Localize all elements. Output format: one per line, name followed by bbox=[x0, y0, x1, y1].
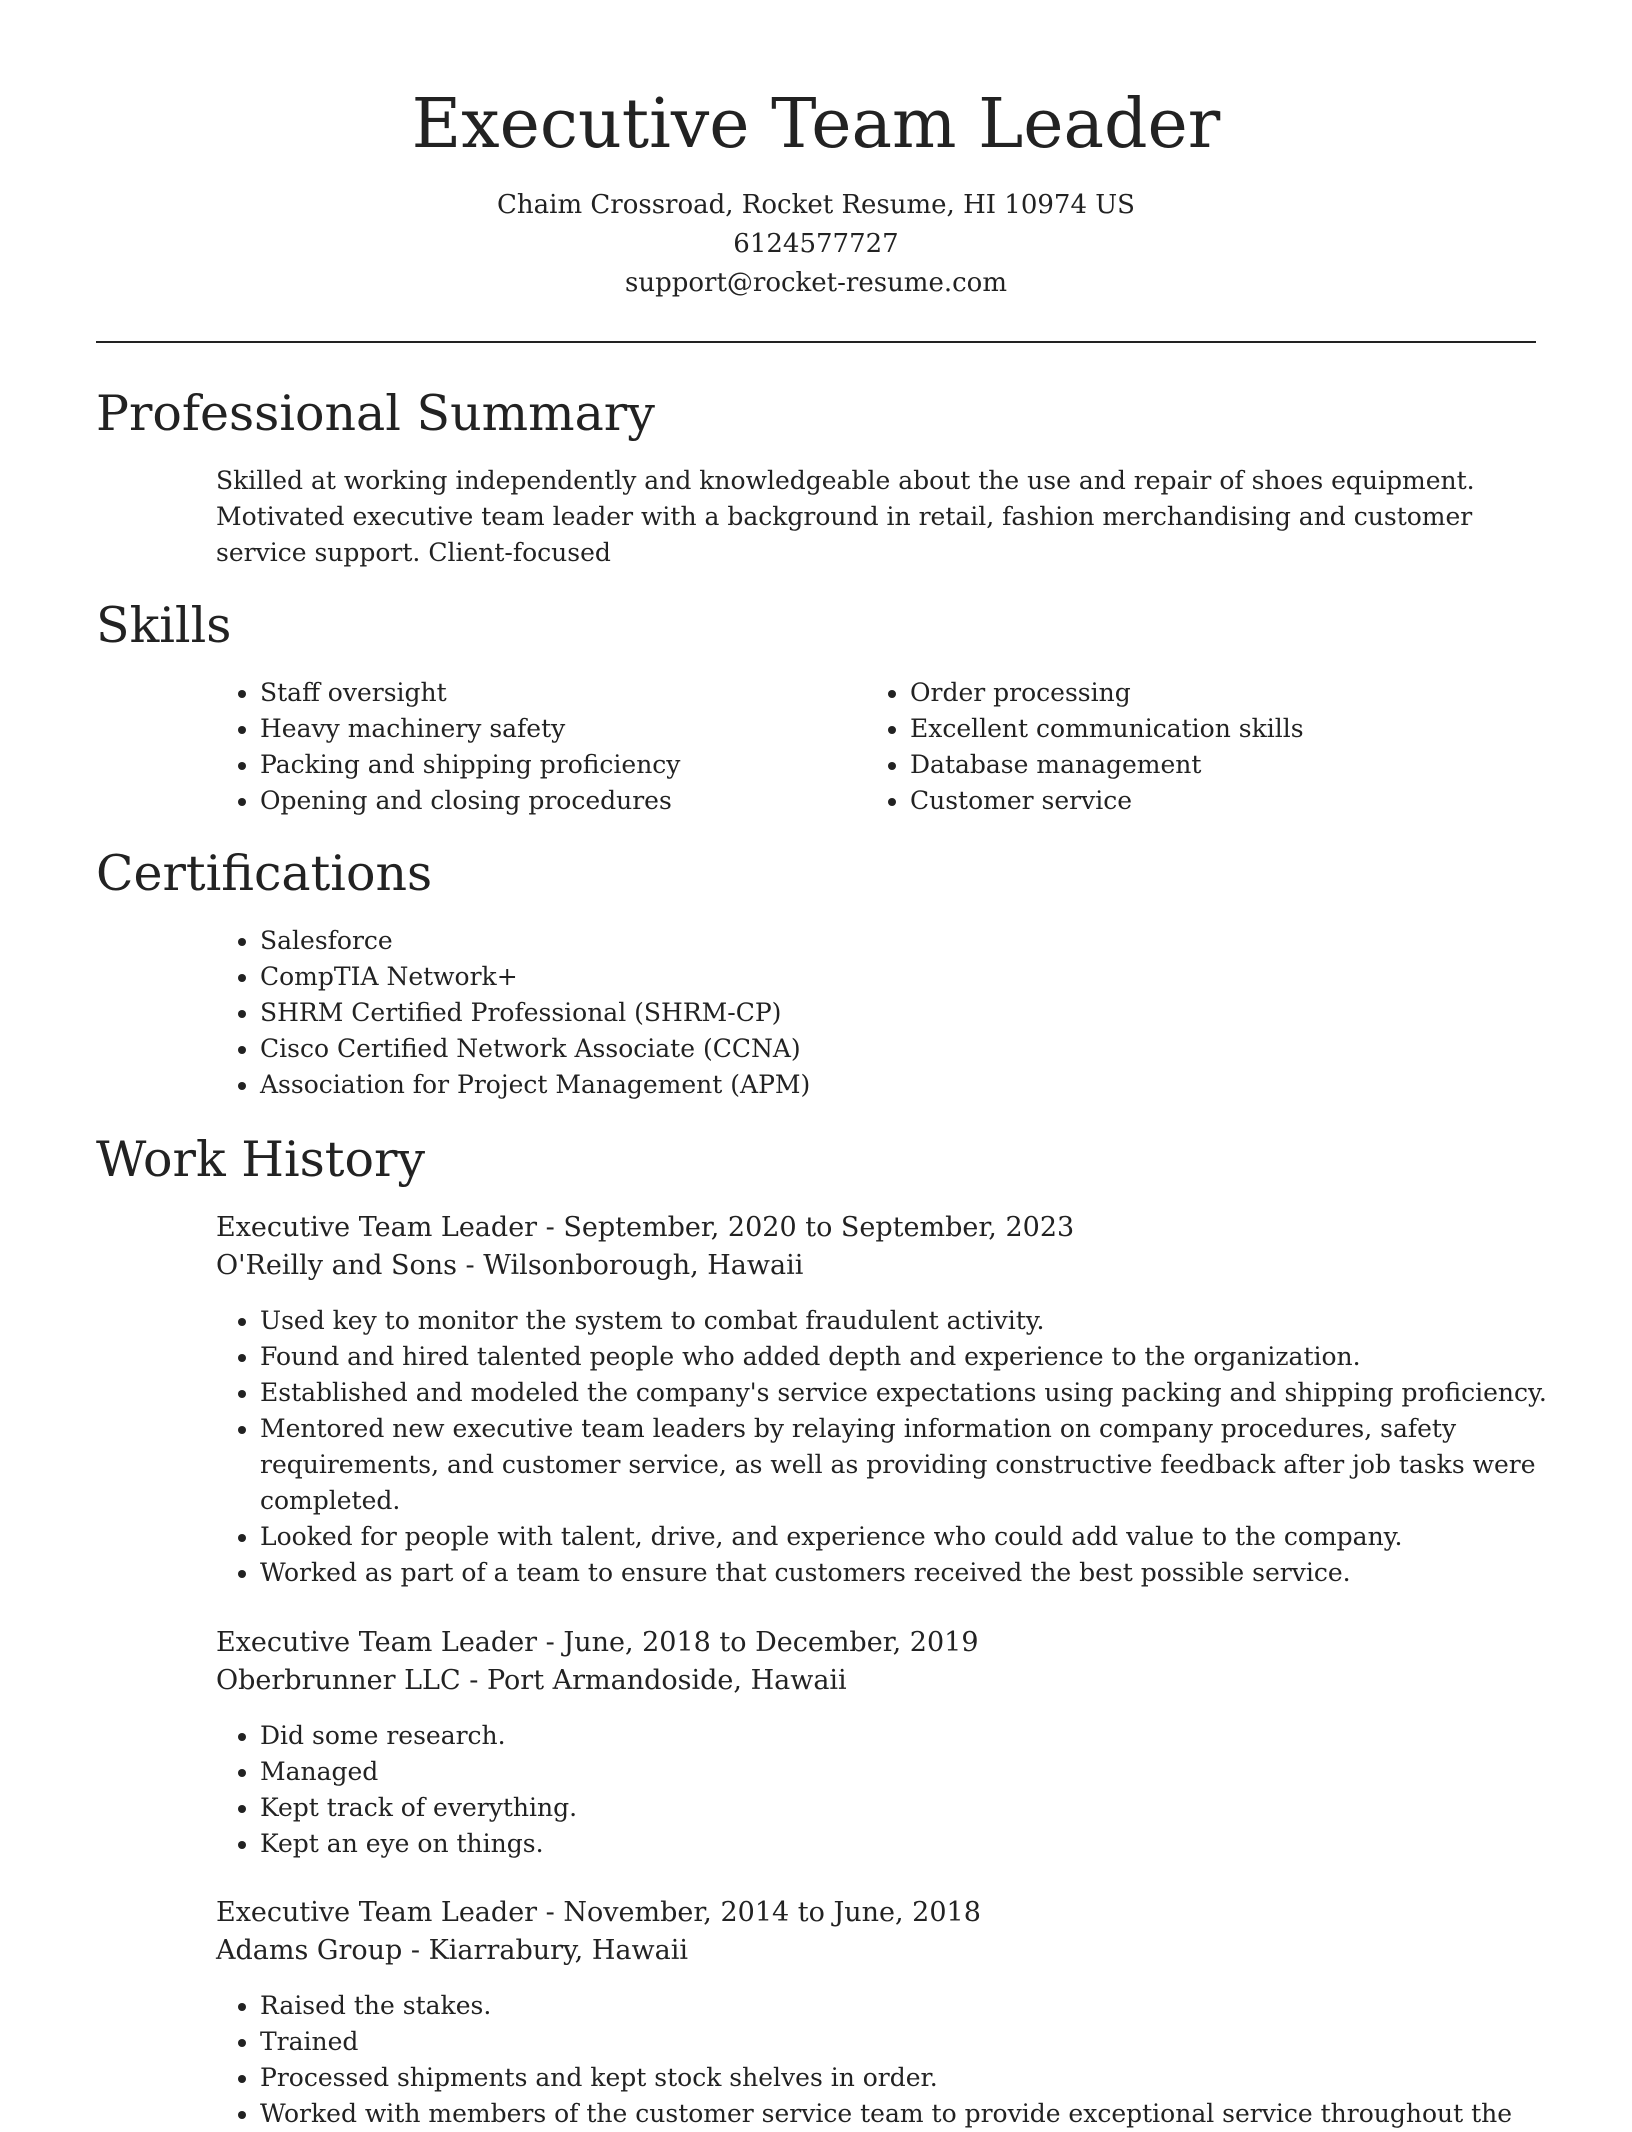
certifications-list bbox=[216, 923, 1560, 1103]
job-bullets bbox=[216, 1988, 1560, 2132]
summary-heading: Professional Summary bbox=[96, 385, 655, 442]
list-item: • Used key to monitor the system to combat fraudulent activity. bbox=[260, 1303, 1560, 1339]
list-item: • Order processing bbox=[910, 675, 1550, 711]
job-dates: September, 2020 to September, 2023 bbox=[563, 1212, 1075, 1243]
candidate-name: Executive Team Leader bbox=[411, 85, 1221, 164]
list-item: • Excellent communication skills bbox=[910, 711, 1550, 747]
job-title-line bbox=[216, 1209, 1074, 1247]
list-item: • Heavy machinery safety bbox=[260, 711, 860, 747]
job-title: Executive Team Leader bbox=[216, 1212, 538, 1243]
summary-text: Skilled at working independently and knowledgeable about the use and repair of shoes equipment. Motivated executive team leader with a background in retail, fashion merchandising and customer service support. Client-focused bbox=[216, 466, 1475, 567]
list-item: • Staff oversight bbox=[260, 675, 860, 711]
list-item: • Managed bbox=[260, 1754, 1560, 1790]
list-item: • Mentored new executive team leaders by relaying information on company procedures, safety requirements, and customer service, as well as providing constructive feedback after job tasks were completed. bbox=[260, 1411, 1560, 1519]
separator: - bbox=[537, 1627, 564, 1658]
job-title-line bbox=[216, 1894, 981, 1932]
header-divider bbox=[96, 341, 1536, 343]
job-company: Adams Group bbox=[216, 1935, 403, 1966]
skills-list-left bbox=[216, 675, 860, 819]
job-company: O'Reilly and Sons bbox=[216, 1250, 457, 1281]
job-title-line bbox=[216, 1624, 979, 1662]
list-item: • Did some research. bbox=[260, 1718, 1560, 1754]
list-item: • Kept an eye on things. bbox=[260, 1826, 1560, 1862]
job-location: Kiarrabury, Hawaii bbox=[428, 1935, 688, 1966]
list-item: • Kept track of everything. bbox=[260, 1790, 1560, 1826]
list-item: • Trained bbox=[260, 2024, 1560, 2060]
list-item: • Packing and shipping proficiency bbox=[260, 747, 860, 783]
list-item: • Opening and closing procedures bbox=[260, 783, 860, 819]
list-item: • Looked for people with talent, drive, and experience who could add value to the company. bbox=[260, 1519, 1560, 1555]
list-item: • Worked with members of the customer service team to provide exceptional service throughout the bbox=[260, 2096, 1560, 2132]
job-title: Executive Team Leader bbox=[216, 1897, 538, 1928]
separator: - bbox=[402, 1935, 429, 1966]
skills-list-right bbox=[866, 675, 1550, 819]
list-item: • Salesforce bbox=[260, 923, 1560, 959]
contact-phone: 6124577727 bbox=[733, 229, 899, 259]
contact-email: support@rocket-resume.com bbox=[624, 268, 1007, 298]
list-item: • Processed shipments and kept stock shelves in order. bbox=[260, 2060, 1560, 2096]
separator: - bbox=[460, 1665, 487, 1696]
list-item: • Established and modeled the company's service expectations using packing and shipping proficiency. bbox=[260, 1375, 1560, 1411]
list-item: • Database management bbox=[910, 747, 1550, 783]
list-item: • SHRM Certified Professional (SHRM-CP) bbox=[260, 995, 1560, 1031]
separator: - bbox=[456, 1250, 484, 1281]
resume-header bbox=[0, 80, 1632, 303]
separator: - bbox=[537, 1897, 564, 1928]
job-company-line bbox=[216, 1247, 803, 1285]
skills-heading: Skills bbox=[96, 597, 232, 654]
list-item: • Raised the stakes. bbox=[260, 1988, 1560, 2024]
job-title: Executive Team Leader bbox=[216, 1627, 538, 1658]
job-bullets bbox=[216, 1718, 1560, 1862]
contact-address: Chaim Crossroad, Rocket Resume, HI 10974 US bbox=[497, 190, 1135, 220]
job-location: Wilsonborough, Hawaii bbox=[483, 1250, 804, 1281]
list-item: • Association for Project Management (APM) bbox=[260, 1067, 1560, 1103]
job-dates: June, 2018 to December, 2019 bbox=[563, 1627, 979, 1658]
job-company: Oberbrunner LLC bbox=[216, 1665, 461, 1696]
list-item: • Found and hired talented people who added depth and experience to the organization. bbox=[260, 1339, 1560, 1375]
list-item: • Worked as part of a team to ensure that customers received the best possible service. bbox=[260, 1555, 1560, 1591]
work-history-heading: Work History bbox=[96, 1131, 426, 1188]
list-item: • Customer service bbox=[910, 783, 1550, 819]
job-dates: November, 2014 to June, 2018 bbox=[563, 1897, 981, 1928]
job-company-line bbox=[216, 1662, 847, 1700]
job-company-line bbox=[216, 1932, 688, 1970]
certifications-heading: Certifications bbox=[96, 845, 433, 902]
separator: - bbox=[537, 1212, 564, 1243]
list-item: • Cisco Certified Network Associate (CCNA) bbox=[260, 1031, 1560, 1067]
list-item: • CompTIA Network+ bbox=[260, 959, 1560, 995]
job-bullets bbox=[216, 1303, 1560, 1591]
job-location: Port Armandoside, Hawaii bbox=[486, 1665, 847, 1696]
